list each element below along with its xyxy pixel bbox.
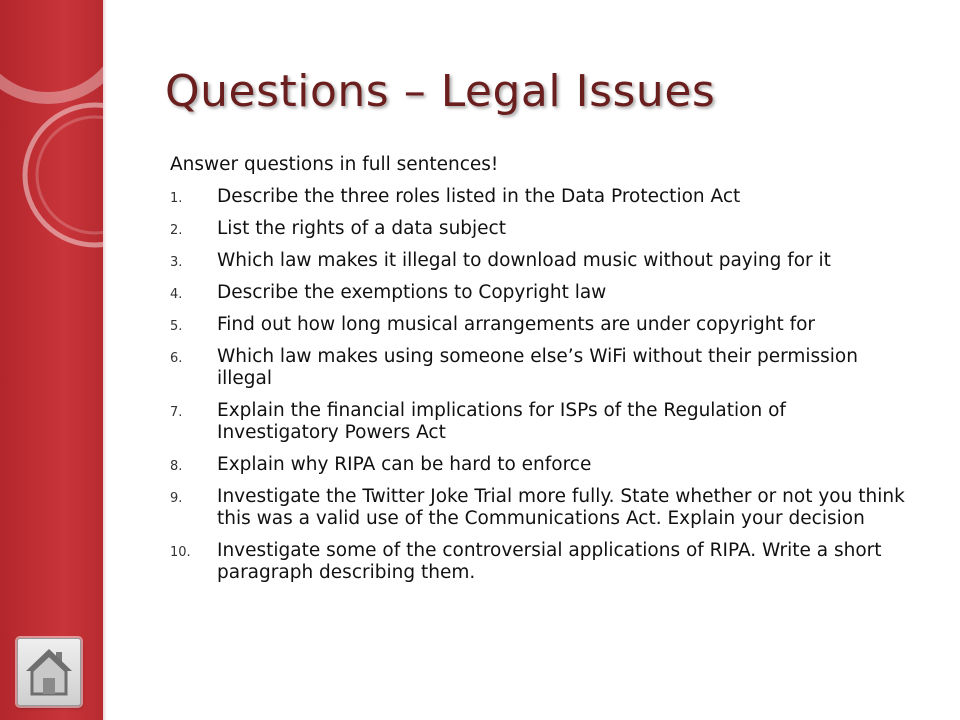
item-number: 9. xyxy=(170,491,183,506)
decorative-sidebar xyxy=(0,0,107,720)
list-item xyxy=(170,540,910,584)
item-number: 8. xyxy=(170,459,183,474)
item-text: Describe the exemptions to Copyright law xyxy=(217,282,607,303)
intro-text: Answer questions in full sentences! xyxy=(170,154,499,175)
list-item xyxy=(170,400,910,444)
item-text: Which law makes using someone else’s WiFi without their permission illegal xyxy=(217,346,858,389)
question-list xyxy=(170,186,910,584)
item-number: 3. xyxy=(170,255,183,270)
item-text: Explain why RIPA can be hard to enforce xyxy=(217,454,592,475)
item-number: 4. xyxy=(170,287,183,302)
item-number: 2. xyxy=(170,223,183,238)
item-number: 10. xyxy=(170,545,191,560)
item-text: List the rights of a data subject xyxy=(217,218,506,239)
sidebar-edge xyxy=(103,0,107,720)
item-text: Investigate the Twitter Joke Trial more fully. State whether or not you think this was a valid use of the Communications Act. Explain your decision xyxy=(217,486,905,529)
item-number: 5. xyxy=(170,319,183,334)
item-text: Find out how long musical arrangements are under copyright for xyxy=(217,314,816,335)
item-number: 6. xyxy=(170,351,183,366)
slide-body xyxy=(170,154,910,594)
slide-title: Questions – Legal Issues xyxy=(165,66,716,117)
list-item xyxy=(170,346,910,390)
home-icon xyxy=(22,644,76,700)
list-item xyxy=(170,250,910,272)
item-text: Investigate some of the controversial applications of RIPA. Write a short paragraph describing them. xyxy=(217,540,882,583)
item-text: Which law makes it illegal to download music without paying for it xyxy=(217,250,831,271)
item-number: 7. xyxy=(170,405,183,420)
list-item xyxy=(170,454,910,476)
list-item xyxy=(170,218,910,240)
list-item xyxy=(170,186,910,208)
list-item xyxy=(170,486,910,530)
decorative-rings xyxy=(0,0,107,320)
item-text: Describe the three roles listed in the Data Protection Act xyxy=(217,186,741,207)
item-text: Explain the financial implications for ISPs of the Regulation of Investigatory Powers Act xyxy=(217,400,786,443)
item-number: 1. xyxy=(170,191,183,206)
list-item xyxy=(170,282,910,304)
home-button[interactable] xyxy=(17,638,81,706)
list-item xyxy=(170,314,910,336)
